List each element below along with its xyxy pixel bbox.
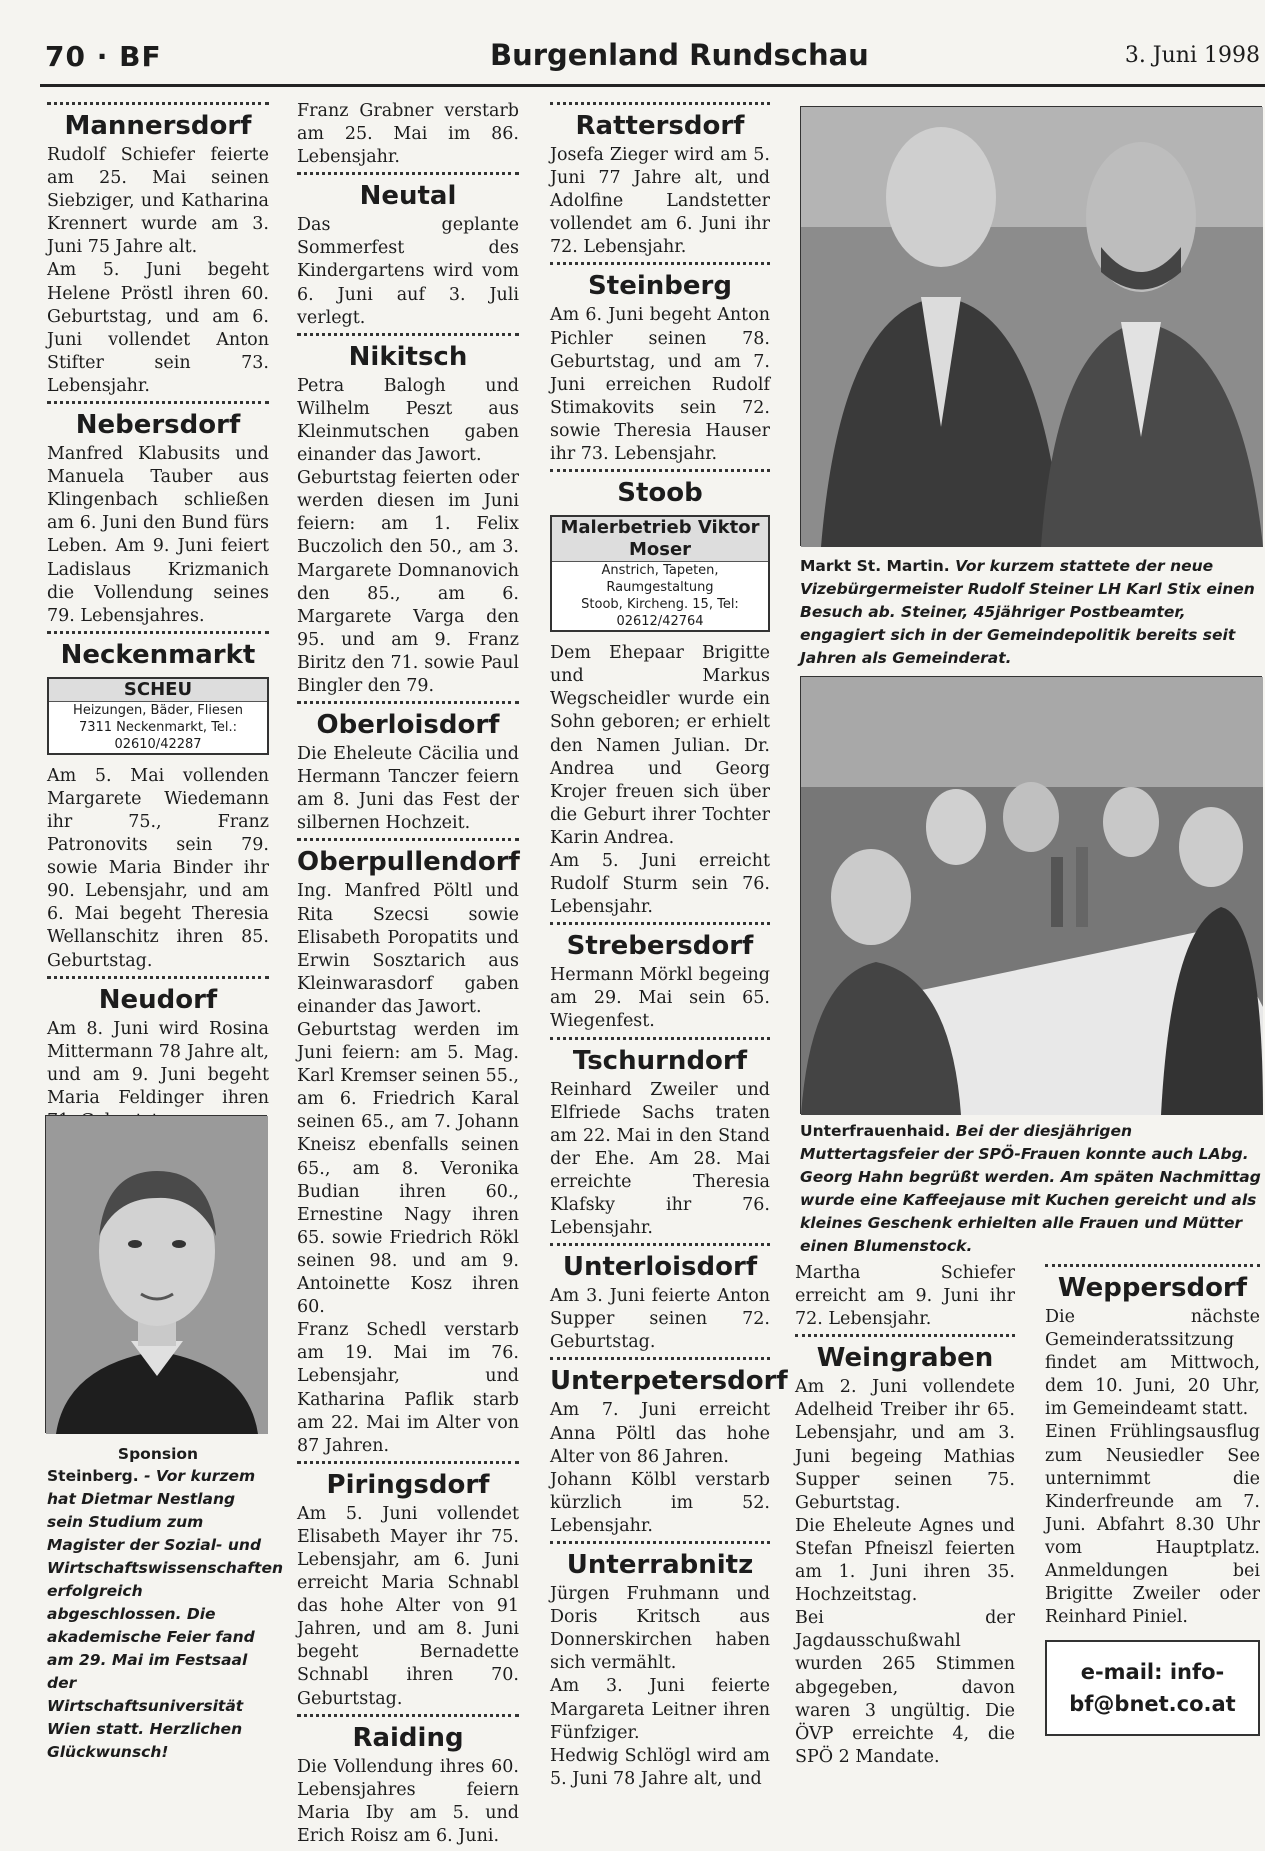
- article: [297, 172, 519, 329]
- markt-caption: [800, 555, 1262, 670]
- place-heading: Raiding: [352, 1722, 464, 1753]
- column-4: [795, 1262, 1015, 1772]
- article: [795, 1262, 1015, 1331]
- article-paragraph: Am 5. Juni vollendet Elisabeth Mayer ihr 75. Lebensjahr, am 6. Juni erreicht Maria Schnabl das hohe Alter von 91 Jahren, und am 8. Juni begeht Bernadette Schnabl ihren 70. Geburtstag.: [297, 1503, 519, 1709]
- dotted-divider: [550, 262, 770, 265]
- unterfrauenhaid-caption: [800, 1120, 1262, 1258]
- email-box: [1045, 1640, 1260, 1736]
- article-paragraph: Einen Frühlingsausflug zum Neusiedler See unternimmt die Kinderfreunde am 7. Juni. Abfahrt 8.30 Uhr vom Hauptplatz. Anmeldungen bei Brigitte Zweiler oder Reinhard Piniel.: [1045, 1422, 1260, 1628]
- article: [47, 631, 269, 973]
- article-paragraph: Manfred Klabusits und Manuela Tauber aus Klingenbach schließen am 6. Juni den Bund fürs Leben. Am 9. Juni feiert Ladislaus Krizmanich die Vollendung seines 79. Lebensjahres.: [47, 444, 269, 626]
- article-paragraph: Hermann Mörkl begeing am 29. Mai sein 65. Wiegenfest.: [550, 965, 770, 1032]
- email-line-2: bf@bnet.co.at: [1069, 1692, 1236, 1716]
- article-paragraph: Josefa Zieger wird am 5. Juni 77 Jahre alt, und Adolfine Landstetter vollendet am 6. Juni ihr 72. Lebensjahr.: [550, 145, 770, 258]
- dotted-divider: [550, 1037, 770, 1040]
- article: [550, 262, 770, 466]
- ad-title: SCHEU: [49, 679, 267, 702]
- article-paragraph: Die Vollendung ihres 60. Lebensjahres feiern Maria Iby am 5. und Erich Roisz am 6. Juni.: [297, 1756, 519, 1846]
- article: [297, 1461, 519, 1711]
- article-paragraph: Geburtstag werden im Juni feiern: am 5. Mag. Karl Kremser seinen 55., am 6. Friedrich Karal seinen 65., am 7. Johann Kneisz ebenfalls seinen 65., am 8. Veronika Budian ihren 60., Ernestine Nagy ihren 65. sowie Friedrich Rökl seinen 98. und am 9. Antoinette Kosz ihren 60.: [297, 1020, 519, 1318]
- article-paragraph: Martha Schiefer erreicht am 9. Juni ihr 72. Lebensjahr.: [795, 1263, 1015, 1330]
- article-paragraph: Geburtstag feierten oder werden diesen im Juni feiern: am 1. Felix Buczolich den 50., am 3. Margarete Domnanovich den 85., am 6. Margarete Varga den 95. und am 9. Franz Biritz den 71. sowie Paul Bingler den 79.: [297, 468, 519, 696]
- place-heading: Rattersdorf: [575, 111, 745, 141]
- two-men-photo: [800, 106, 1262, 546]
- dotted-divider: [297, 172, 519, 175]
- dotted-divider: [550, 1541, 770, 1544]
- place-heading: Weppersdorf: [1057, 1273, 1248, 1303]
- place-heading: Steinberg: [588, 271, 732, 302]
- article-paragraph: Bei der Jagdausschußwahl wurden 265 Stimmen abgegeben, davon waren 3 ungültig. Die ÖVP erreichte 4, die SPÖ 2 Mandate.: [795, 1608, 1015, 1767]
- article-paragraph: Reinhard Zweiler und Elfriede Sachs traten am 22. Mai in den Stand der Ehe. Am 28. Mai erreichte Theresia Klafsky ihr 76. Lebensjahr.: [550, 1079, 770, 1239]
- article-paragraph: Die Eheleute Cäcilia und Hermann Tanczer feiern am 8. Juni das Fest der silbernen Hochzeit.: [297, 744, 519, 834]
- article-paragraph: Am 8. Juni wird Rosina Mittermann 78 Jahre alt, und am 9. Juni begeht Maria Feldinger ihren: [47, 1018, 269, 1108]
- place-heading: Oberloisdorf: [316, 710, 500, 741]
- article: [47, 401, 269, 628]
- mothers-day-photo: [800, 676, 1262, 1114]
- email-line-1: e-mail: info-: [1080, 1660, 1225, 1684]
- article-paragraph: Ing. Manfred Pöltl und Rita Szecsi sowie Elisabeth Poropatits und Erwin Sosztarich aus Kleinwarasdorf gaben einander das Jawort.: [297, 881, 519, 1017]
- article-paragraph: Johann Kölbl verstarb kürzlich im 52. Lebensjahr.: [550, 1469, 770, 1536]
- dotted-divider: [297, 838, 519, 841]
- dotted-divider: [297, 333, 519, 336]
- place-heading: Mannersdorf: [64, 111, 252, 141]
- column-1: [47, 100, 269, 1136]
- sponsion-body: [47, 1465, 283, 1764]
- article: [47, 102, 269, 398]
- page-number: 70 · BF: [45, 40, 162, 73]
- advertisement: [47, 677, 269, 755]
- portrait-photo: [45, 1115, 267, 1433]
- article-paragraph: Am 2. Juni vollendete Adelheid Treiber ihr 65. Lebensjahr, und am 3. Juni begeing Mathias Supper seinen 75. Geburtstag.: [795, 1377, 1015, 1513]
- dotted-divider: [550, 469, 770, 472]
- ad-line: Stoob, Kircheng. 15, Tel: 02612/42764: [581, 597, 739, 630]
- issue-date: 3. Juni 1998: [1124, 43, 1260, 68]
- unter-place: Unterfrauenhaid.: [800, 1122, 951, 1140]
- unter-text: Bei der diesjährigen Muttertagsfeier der SPÖ-Frauen konnte auch LAbg. Georg Hahn begrüßt werden. Am späten Nachmittag wurde eine Kaffeejause mit Kuchen gereicht und als kleines Geschenk erhielten alle Frauen und Mütter einen Blumenstock.: [800, 1122, 1261, 1255]
- place-heading: Nikitsch: [348, 341, 468, 372]
- article: [297, 100, 519, 169]
- newspaper-title: Burgenland Rundschau: [490, 38, 869, 72]
- article-paragraph: Rudolf Schiefer feierte am 25. Mai seinen Siebziger, und Katharina Krennert wurde am 3. Juni 75 Jahre alt.: [47, 145, 269, 258]
- article: [795, 1334, 1015, 1769]
- article: [297, 838, 519, 1457]
- dotted-divider: [297, 1461, 519, 1464]
- column-5: [1045, 1262, 1260, 1632]
- dotted-divider: [550, 1357, 770, 1360]
- article-paragraph: Am 3. Juni feierte Anton Supper seinen 72. Geburtstag.: [550, 1286, 770, 1353]
- place-heading: Neckenmarkt: [60, 639, 256, 670]
- place-heading: Unterpetersdorf: [550, 1366, 788, 1397]
- markt-text: Vor kurzem stattete der neue Vizebürgermeister Rudolf Steiner LH Karl Stix einen Besuch ab. Steiner, 45jähriger Postbeamter, engagiert sich in der Gemeindepolitik bereits seit Jahren als Gemeinderat.: [800, 557, 1255, 667]
- article: [297, 1714, 519, 1848]
- ad-line: 7311 Neckenmarkt, Tel.: 02610/42287: [78, 719, 238, 752]
- dotted-divider: [550, 1243, 770, 1246]
- place-heading: Oberpullendorf: [297, 847, 520, 878]
- article-paragraph: Hedwig Schlögl wird am 5. Juni 78 Jahre alt, und: [550, 1745, 770, 1789]
- place-heading: Unterloisdorf: [562, 1252, 758, 1283]
- sponsion-place: Steinberg.: [47, 1467, 139, 1485]
- article: [1045, 1264, 1260, 1629]
- dotted-divider: [795, 1334, 1015, 1337]
- article-paragraph: Jürgen Fruhmann und Doris Kritsch aus Donnerskirchen haben sich vermählt.: [550, 1584, 770, 1674]
- article-paragraph: Am 5. Juni erreicht Rudolf Sturm sein 76. Lebensjahr.: [550, 850, 770, 918]
- place-heading: Neutal: [359, 181, 457, 212]
- article-paragraph: Am 5. Mai vollenden Margarete Wiedemann ihr 75., Franz Patronovits sein 79. sowie Maria Binder ihr 90. Lebensjahr, und am 6. Mai begeht Theresia Wellanschitz ihren 85. Geburtstag.: [47, 765, 269, 971]
- article-paragraph: Franz Grabner verstarb am 25. Mai im 86. Lebensjahr.: [297, 101, 519, 168]
- article-paragraph: Das geplante Sommerfest des Kindergartens wird vom 6. Juni auf 3. Juli verlegt.: [297, 215, 519, 328]
- ad-line: Anstrich, Tapeten, Raumgestaltung: [601, 563, 719, 596]
- place-heading: Strebersdorf: [566, 931, 754, 962]
- sponsion-caption: [47, 1443, 283, 1764]
- place-heading: Unterrabnitz: [566, 1550, 754, 1581]
- column-2: [297, 100, 519, 1851]
- article: [297, 701, 519, 835]
- article: [550, 1037, 770, 1241]
- article: [550, 1357, 788, 1538]
- place-heading: Weingraben: [816, 1343, 994, 1374]
- dotted-divider: [550, 922, 770, 925]
- article-paragraph: Franz Schedl verstarb am 19. Mai im 76. Lebensjahr, und Katharina Paflik starb am 22. Mai im Alter von 87 Jahren.: [297, 1320, 519, 1456]
- markt-place: Markt St. Martin.: [800, 557, 950, 575]
- dotted-divider: [47, 976, 269, 979]
- place-heading: Neudorf: [98, 984, 218, 1015]
- article: [550, 1541, 770, 1791]
- article-paragraph: Petra Balogh und Wilhelm Peszt aus Kleinmutschen gaben einander das Jawort.: [297, 375, 519, 466]
- article-paragraph: Am 7. Juni erreicht Anna Pöltl das hohe Alter von 86 Jahren.: [550, 1400, 770, 1467]
- place-heading: Tschurndorf: [572, 1045, 748, 1076]
- dotted-divider: [47, 102, 269, 105]
- article: [550, 922, 770, 1033]
- article-paragraph: Dem Ehepaar Brigitte und Markus Wegscheidler wurde ein Sohn geboren; er erhielt den Namen Julian. Dr. Andrea und Georg Krojer freuen sich über die Geburt ihrer Tochter Karin Andrea.: [550, 643, 770, 848]
- article-paragraph: Die nächste Gemeinderatssitzung findet am Mittwoch, dem 10. Juni, 20 Uhr, im Gemeindeamt statt.: [1045, 1307, 1260, 1420]
- dotted-divider: [297, 701, 519, 704]
- ad-title: Malerbetrieb Viktor Moser: [552, 517, 768, 562]
- place-heading: Piringsdorf: [326, 1469, 490, 1500]
- article-paragraph: Am 6. Juni begeht Anton Pichler seinen 78. Geburtstag, und am 7. Juni erreichen Rudolf Stimakovits sein 72. sowie Theresia Hauser ihr 73. Lebensjahr.: [550, 305, 770, 465]
- place-heading: Stoob: [617, 478, 703, 509]
- sponsion-text: - Vor kurzem hat Dietmar Nestlang sein Studium zum Magister der Sozial- und Wirtschaftswissenschaften erfolgreich abgeschlossen. Die akademische Feier fand am 29. Mai im Festsaal der Wirtschaftsuniversität Wien statt. Herzlichen Glückwunsch!: [47, 1467, 283, 1761]
- article: [550, 469, 770, 919]
- page-header: [45, 38, 1265, 78]
- dotted-divider: [297, 1714, 519, 1717]
- dotted-divider: [1045, 1264, 1260, 1267]
- article: [550, 102, 770, 259]
- article-paragraph: Die Eheleute Agnes und Stefan Pfneiszl feierten am 1. Juni ihren 35. Hochzeitstag.: [795, 1515, 1015, 1606]
- article-paragraph: Am 5. Juni begeht Helene Pröstl ihren 60. Geburtstag, und am 6. Juni vollendet Anton Stifter sein 73. Lebensjahr.: [47, 260, 269, 396]
- column-3: [550, 100, 788, 1794]
- sponsion-title: Sponsion: [117, 1445, 199, 1463]
- dotted-divider: [550, 102, 770, 105]
- place-heading: Nebersdorf: [75, 410, 241, 441]
- article-paragraph: Am 3. Juni feierte Margareta Leitner ihren Fünfziger.: [550, 1676, 770, 1743]
- article: [550, 1243, 770, 1354]
- article: [47, 976, 269, 1133]
- dotted-divider: [47, 631, 269, 634]
- article: [297, 333, 519, 698]
- header-rule: [40, 84, 1265, 87]
- dotted-divider: [47, 401, 269, 404]
- advertisement: [550, 515, 770, 632]
- ad-line: Heizungen, Bäder, Fliesen: [73, 702, 243, 718]
